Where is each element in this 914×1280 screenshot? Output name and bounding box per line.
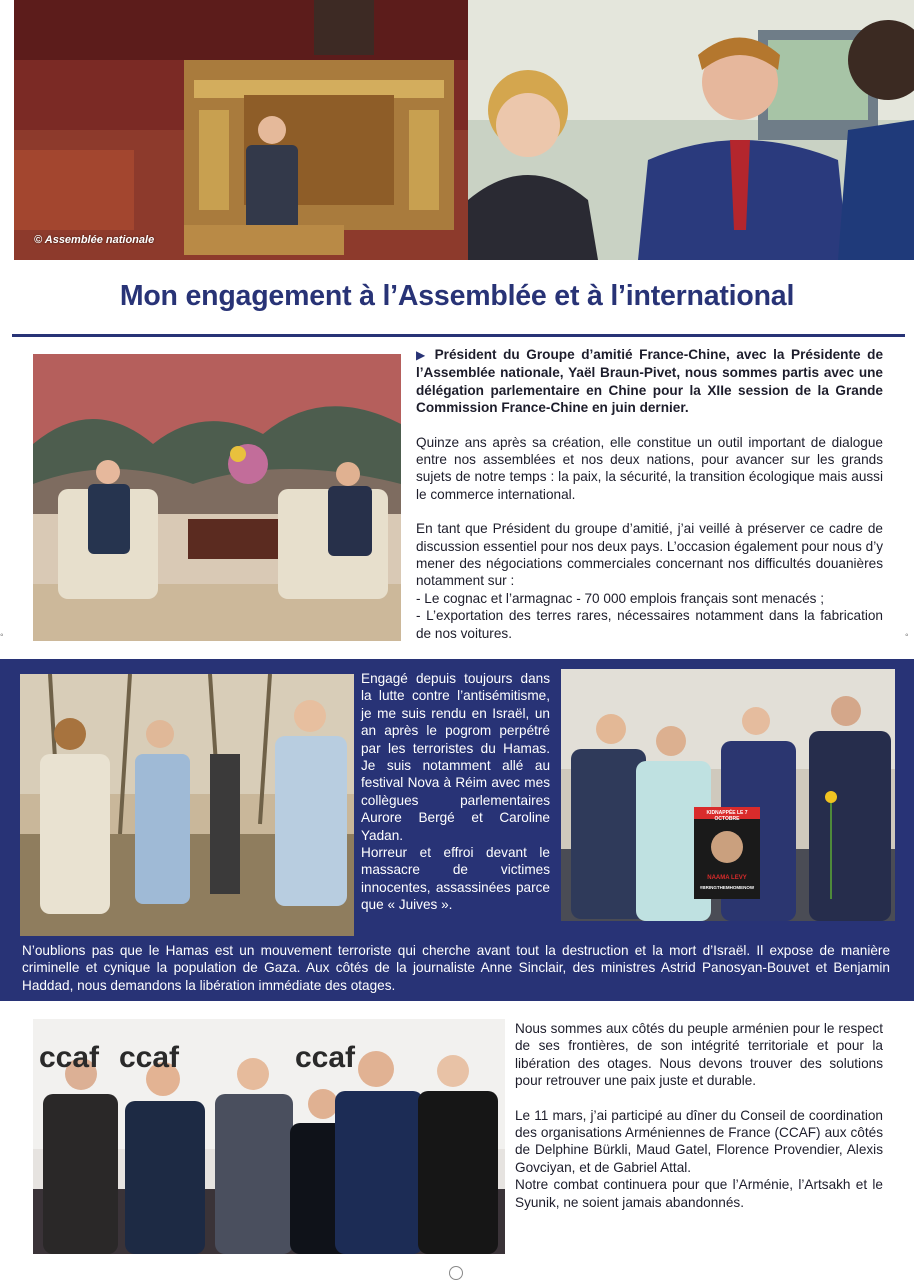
photo-greeting (468, 0, 914, 260)
china-intro: Président du Groupe d’amitié France-Chine, avec la Présidente de l’Assemblée nationale, Yaël Braun-Pivet, nous sommes partis avec une délégation parlementaire en Chine pour la XIIe session de la Grande Commission France-Chine en juin dernier. (416, 347, 884, 416)
armenia-paragraph-2: Le 11 mars, j’ai participé au dîner du Conseil de coordination des organisations Arméniennes de France (CCAF) aux côtés de Delphine Bürkli, Maud Gatel, Florence Provendier, Alexis Govciyan, et de Gabriel Attal. (515, 1107, 883, 1175)
ccaf-logo-1: ccaf (39, 1041, 100, 1074)
photo-china-meeting (33, 354, 401, 641)
china-paragraph-1: Quinze ans après sa création, elle constitue un outil important de dialogue entre nos assemblées et nos deux nations, pour avancer sur les grands sujets de notre temps : la paix, la sécurité, la transition écologique mais aussi le commerce international. (416, 434, 883, 502)
ccaf-logo-3: ccaf (295, 1041, 356, 1074)
crop-mark-left: ◦ (0, 630, 4, 641)
photo-ccaf-dinner (33, 1019, 505, 1254)
ccaf-logo-2: ccaf (119, 1041, 180, 1074)
triangle-bullet-icon: ▶ (416, 348, 429, 362)
armenia-text-block (515, 1020, 883, 1211)
photo-assemblee-tribune (14, 0, 468, 260)
armenia-paragraph-3: Notre combat continuera pour que l’Arménie, l’Artsakh et le Syunik, ne soient jamais abandonnés. (515, 1177, 883, 1210)
armenia-paragraph-1: Nous sommes aux côtés du peuple arménien pour le respect de ses frontières, de son intégrité territoriale et pour la libération des otages. Nous devons trouver des solutions pour retrouver une paix juste et durable. (515, 1021, 883, 1089)
poster-hashtag: #BRINGTHEMHOMENOW (699, 885, 755, 890)
china-bullet-1: - Le cognac et l’armagnac - 70 000 emplois français sont menacés ; (416, 590, 825, 606)
crop-mark-right: ◦ (905, 630, 909, 641)
poster-kidnapped-label: KIDNAPPÉE LE 7 OCTOBRE (706, 810, 748, 822)
china-text-block (416, 346, 883, 642)
photo-credit: © Assemblée nationale (34, 234, 155, 246)
israel-full-width-text: N’oublions pas que le Hamas est un mouvement terroriste qui cherche avant tout la destruction et la mort d’Israël. Il expose de manière criminelle et cynique la population de Gaza. Aux côtés de la journaliste Anne Sinclair, des ministres Astrid Panosyan-Bouvet et Benjamin Haddad, nous demandons la libération immédiate des otages. (22, 943, 890, 993)
hostage-poster (694, 807, 760, 899)
photo-hostage-rally (561, 669, 895, 921)
china-bullet-2: - L’exportation des terres rares, nécessaires notamment dans la fabrication de nos voitures. (416, 608, 883, 641)
israel-column-paragraph-2: Horreur et effroi devant le massacre de victimes innocentes, assassinées parce que « Juives ». (361, 845, 550, 913)
china-paragraph-2: En tant que Président du groupe d’amitié, j’ai veillé à préserver ce cadre de discussion essentiel pour nos deux pays. L’occasion également pour nous d’y mener des négociations commerciales concernant nos difficultés douanières notamment sur : (416, 521, 884, 589)
israel-column-paragraph-1: Engagé depuis toujours dans la lutte contre l’antisémitisme, je me suis rendu en Israël, un an après le pogrom perpétré par les terroristes du Hamas. Je suis notamment allé au festival Nova à Réim avec mes collègues parlementaires Aurore Bergé et Caroline Yadan. (361, 671, 550, 843)
crop-mark-bottom (449, 1266, 463, 1280)
israel-column-text (361, 670, 550, 914)
title-divider (12, 334, 905, 337)
poster-name: NAAMA LEVY (707, 875, 747, 881)
page-title: Mon engagement à l’Assemblée et à l’international (119, 280, 795, 312)
photo-nova-festival-site (20, 674, 354, 936)
